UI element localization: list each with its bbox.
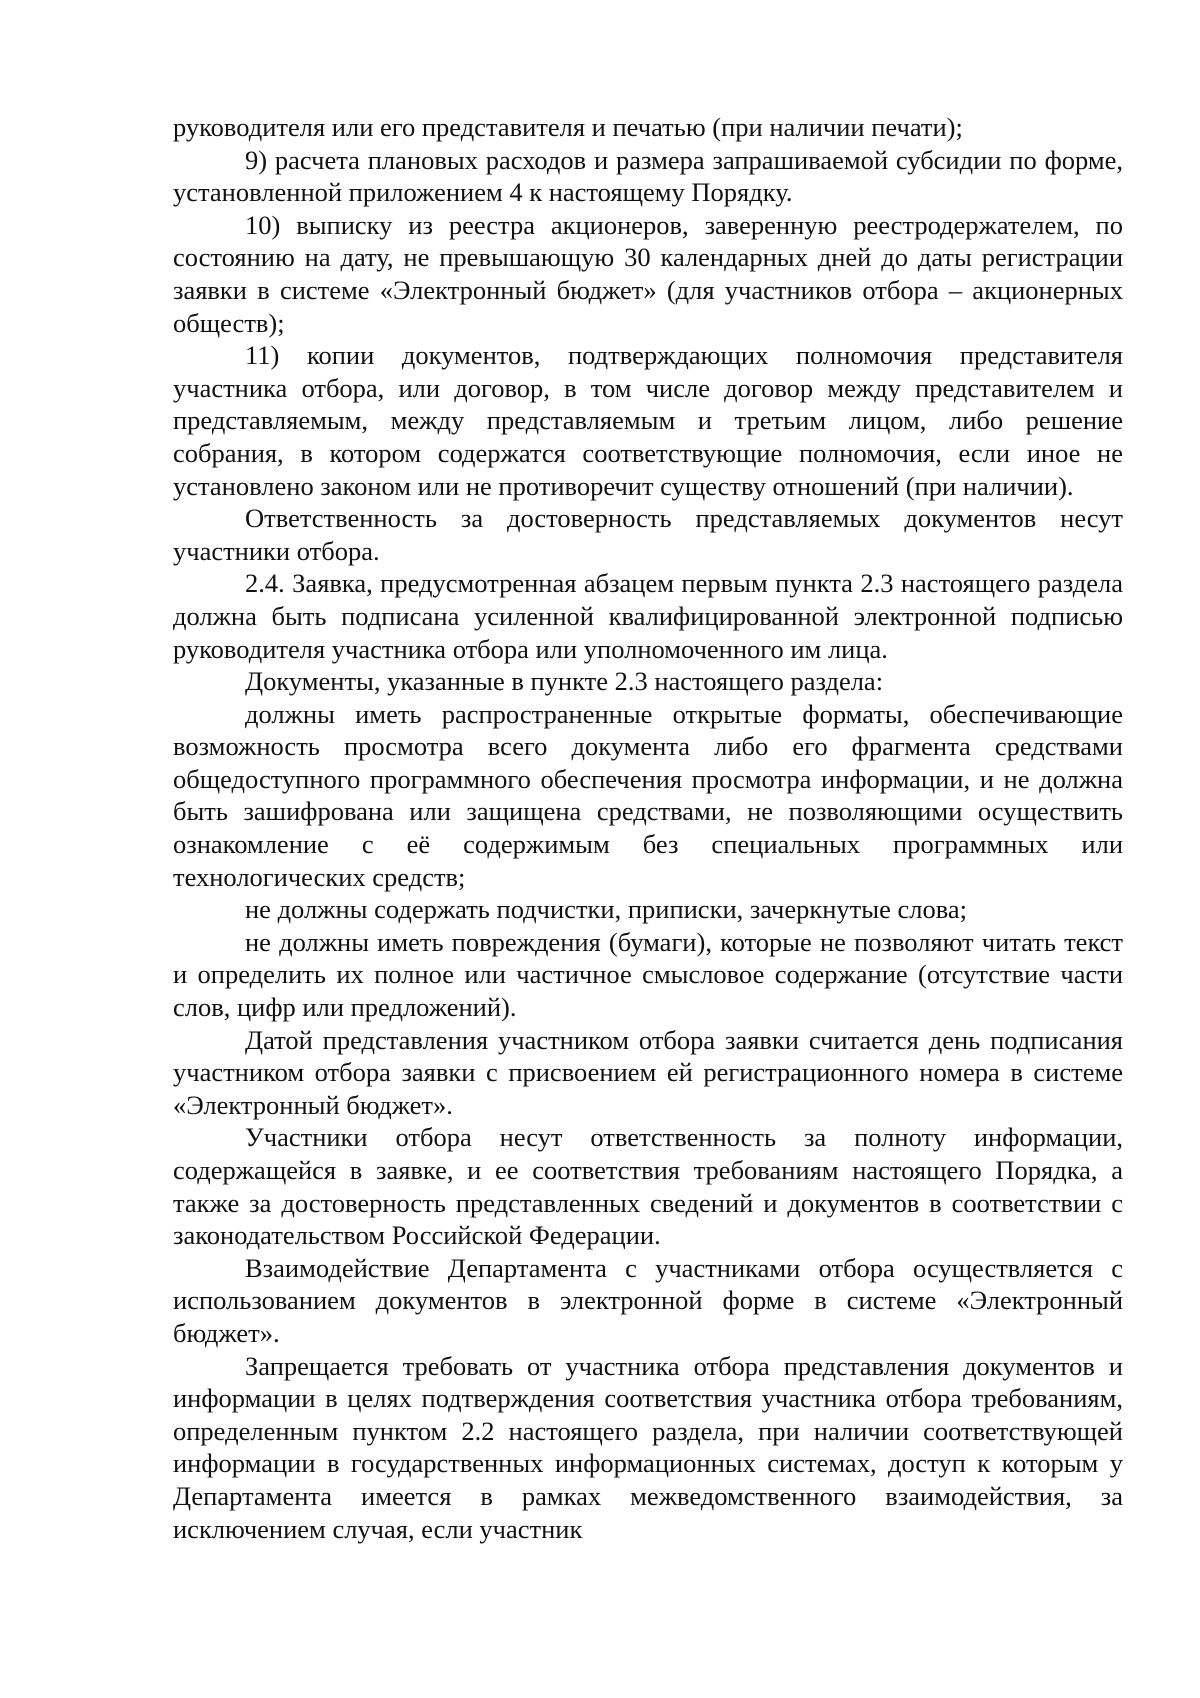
paragraph-1: 9) расчета плановых расходов и размера запрашиваемой субсидии по форме, установленной приложением 4 к настоящему Порядку. [173,144,1123,208]
paragraph-11: Участники отбора несут ответственность за полноту информации, содержащейся в заявке, и ее соответствия требованиям настоящего Порядка, а также за достоверность представленных сведений и документов в соответствии с законодательством Российской Федерации. [173,1122,1123,1251]
paragraph-10: Датой представления участником отбора заявки считается день подписания участником отбора заявки с присвоением ей регистрационного номера в системе «Электронный бюджет». [173,1024,1123,1120]
paragraph-9: не должны иметь повреждения (бумаги), которые не позволяют читать текст и определить их полное или частичное смысловое содержание (отсутствие части слов, цифр или предложений). [173,926,1123,1023]
paragraph-13: Запрещается требовать от участника отбора представления документов и информации в целях подтверждения соответствия участника отбора требованиям, определенным пунктом 2.2 настоящего раздела, при наличии соответствующей информации в государственных информационных системах, доступ к которым у Департамента имеется в рамках межведомственного взаимодействия, за исключением случая, если участник [173,1350,1123,1544]
paragraph-12: Взаимодействие Департамента с участниками отбора осуществляется с использованием документов в электронной форме в системе «Электронный бюджет». [173,1252,1123,1348]
paragraph-8: не должны содержать подчистки, приписки, зачеркнутые слова; [245,894,967,925]
paragraph-7: должны иметь распространенные открытые форматы, обеспечивающие возможность просмотра всего документа либо его фрагмента средствами общедоступного программного обеспечения просмотра информации, и не должна быть зашифрована или защищена средствами, не позволяющими осуществить ознакомление с её содержимым без специальных программных или технологических средств; [173,698,1123,892]
paragraph-3: 11) копии документов, подтверждающих полномочия представителя участника отбора, или договор, в том числе договор между представителем и представляемым, между представляемым и третьим лицом, либо решение собрания, в котором содержатся соответствующие полномочия, если иное не установлено законом или не противоречит существу отношений (при наличии). [173,340,1123,501]
paragraph-4: Ответственность за достоверность представляемых документов несут участники отбора. [173,503,1123,566]
paragraph-6: Документы, указанные в пункте 2.3 настоящего раздела: [245,666,884,697]
document-body [173,111,1123,1545]
paragraph-5: 2.4. Заявка, предусмотренная абзацем первым пункта 2.3 настоящего раздела должна быть подписана усиленной квалифицированной электронной подписью руководителя участника отбора или уполномоченного им лица. [173,568,1123,664]
paragraph-2: 10) выписку из реестра акционеров, заверенную реестродержателем, по состоянию на дату, не превышающую 30 календарных дней до даты регистрации заявки в системе «Электронный бюджет» (для участников отбора – акционерных обществ); [173,209,1123,338]
paragraph-0: руководителя или его представителя и печатью (при наличии печати); [173,112,963,142]
